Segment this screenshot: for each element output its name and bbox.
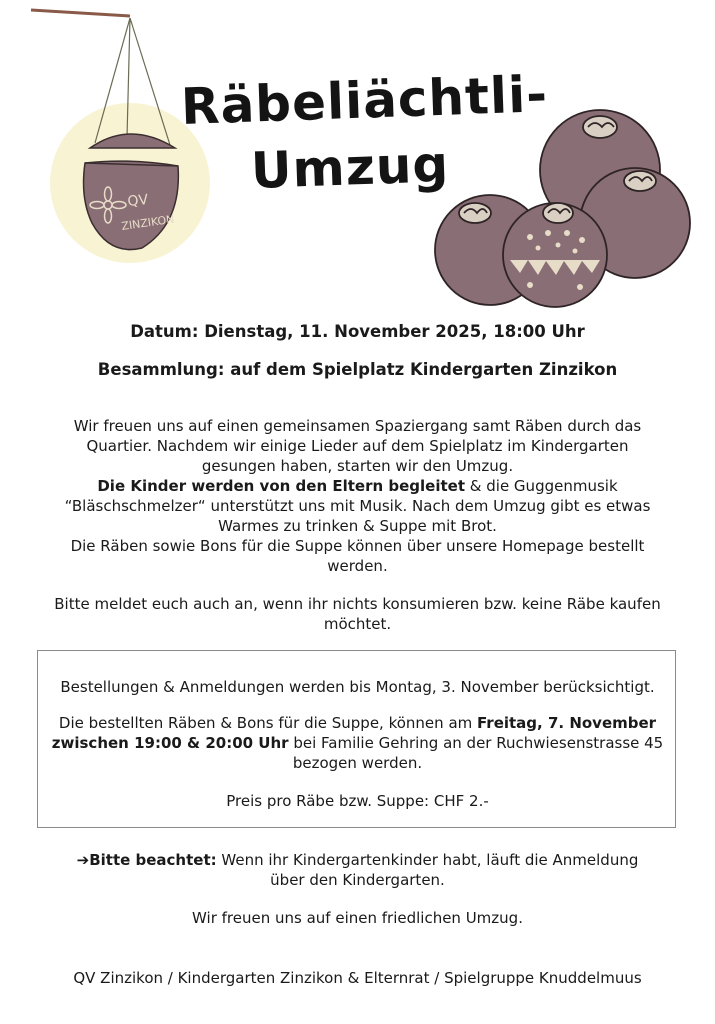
order-info-box (37, 650, 676, 828)
event-date: Datum: Dienstag, 11. November 2025, 18:00 Uhr (130, 322, 585, 341)
event-meeting-point: Besammlung: auf dem Spielplatz Kindergarten Zinzikon (97, 360, 618, 379)
notice-label: ➔Bitte beachtet: (76, 851, 217, 869)
body-line: möchtet. (323, 615, 392, 633)
body-line: Die Räben sowie Bons für die Suppe können über unsere Homepage bestellt (70, 537, 645, 555)
footer-organizers: QV Zinzikon / Kindergarten Zinzikon & Elternrat / Spielgruppe Knuddelmuus (73, 969, 642, 987)
lantern-text: QV (126, 191, 149, 210)
lantern-stick (31, 10, 130, 16)
parents-accompany-bold: Die Kinder werden von den Eltern begleitet (97, 477, 466, 495)
closing-line: Wir freuen uns auf einen friedlichen Umzug. (192, 909, 523, 927)
pickup-line: Die bestellten Räben & Bons für die Suppe, können am Freitag, 7. November (58, 714, 657, 732)
order-deadline: Bestellungen & Anmeldungen werden bis Montag, 3. November berücksichtigt. (60, 678, 655, 696)
body-line: “Bläschschmelzer“ unterstützt uns mit Musik. Nach dem Umzug gibt es etwas (64, 497, 651, 515)
body-line: Bitte meldet euch auch an, wenn ihr nichts konsumieren bzw. keine Räbe kaufen (54, 595, 661, 613)
notice-line: ➔Bitte beachtet: Wenn ihr Kindergartenkinder habt, läuft die Anmeldung (76, 851, 639, 869)
notice-line: über den Kindergarten. (270, 871, 445, 889)
pickup-time-bold: zwischen 19:00 & 20:00 Uhr (51, 734, 289, 752)
svg-text:ZINZIKON: ZINZIKON (120, 212, 176, 233)
body-line: Warmes zu trinken & Suppe mit Brot. (218, 517, 497, 535)
lantern-illustration (30, 8, 220, 278)
pickup-line: bezogen werden. (292, 754, 423, 772)
body-line: Quartier. Nachdem wir einige Lieder auf dem Spielplatz im Kindergarten (86, 437, 629, 455)
body-line: werden. (327, 557, 388, 575)
turnip-front (503, 203, 607, 307)
turnips-illustration (430, 105, 695, 320)
price-line: Preis pro Räbe bzw. Suppe: CHF 2.- (226, 792, 489, 810)
pickup-date-bold: Freitag, 7. November (477, 714, 657, 732)
page-title-line1: Räbeliächtli- (180, 65, 549, 136)
page-title-line2: Umzug (250, 135, 451, 200)
pickup-line: zwischen 19:00 & 20:00 Uhr bei Familie Gehring an der Ruchwiesenstrasse 45 (51, 734, 664, 752)
body-line: Die Kinder werden von den Eltern begleitet & die Guggenmusik (97, 477, 618, 495)
body-line: Wir freuen uns auf einen gemeinsamen Spaziergang samt Räben durch das (73, 417, 642, 435)
body-line: gesungen haben, starten wir den Umzug. (201, 457, 514, 475)
